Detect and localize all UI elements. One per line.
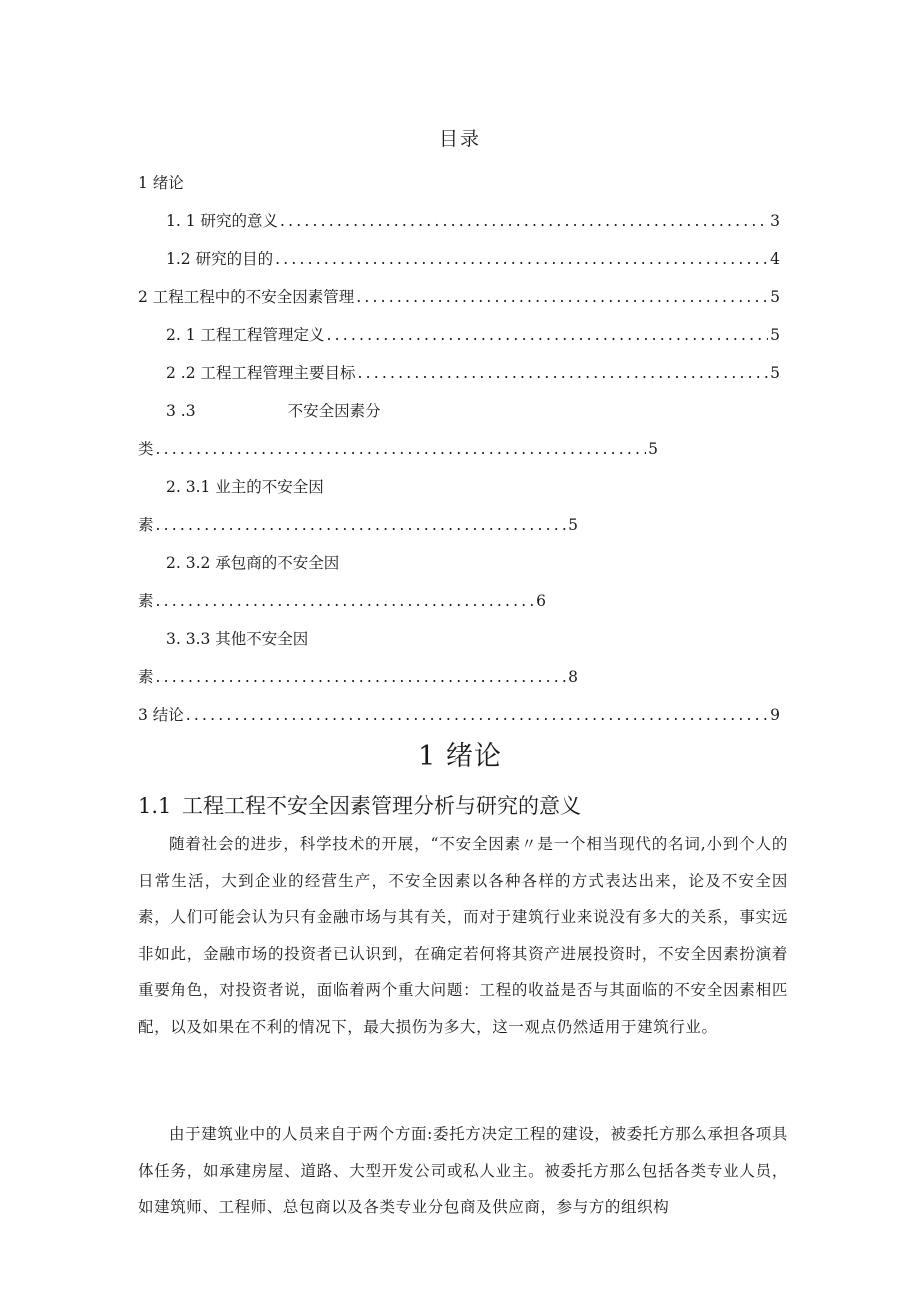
toc-leader-dots [358,360,769,386]
toc-page-number: 4 [770,250,780,268]
toc-entry-text: 素 [138,668,154,686]
toc-page-number: 9 [770,706,780,724]
toc-entry-2-1[interactable] [166,322,780,348]
section-heading [138,790,581,820]
toc-entry-text-2: 不安全因素分 [287,402,381,420]
toc-leader-dots [156,588,535,614]
toc-entry-3-3-3[interactable] [166,626,308,652]
toc-entry-text: 3 .3 [166,402,196,420]
toc-entry-3-3-cont[interactable] [138,436,658,462]
toc-page-number: 5 [648,440,658,458]
toc-entry-2-3-1-cont[interactable] [138,512,578,538]
toc-leader-dots [156,664,567,690]
chapter-title: 1 绪论 [418,741,502,772]
toc-entry-3[interactable] [138,702,780,728]
toc-entry-3-3-3-cont[interactable] [138,664,578,690]
toc-entry-1[interactable] [138,170,184,196]
toc-entry-text: 3 结论 [138,706,184,724]
toc-page-number: 8 [568,668,578,686]
toc-page-number: 3 [770,212,780,230]
toc-entry-text: 3. 3.3 其他不安全因 [166,630,309,648]
toc-page-number: 5 [770,288,780,306]
toc-entry-text: 素 [138,592,154,610]
body-paragraph-2: 由于建筑业中的人员来自于两个方面:委托方决定工程的建设，被委托方那么承担各项具体任务，如承建房屋、道路、大型开发公司或私人业主。被委托方那么包括各类专业人员，如建筑师、工程师、总包商以及各类专业分包商及供应商，参与方的组织构 [138,1125,788,1216]
body-paragraph-1: 随着社会的进步，科学技术的开展，“不安全因素〃是一个相当现代的名词,小到个人的日常生活，大到企业的经营生产，不安全因素以各种各样的方式表达出来，论及不安全因素，人们可能会认为只有金融市场与其有关，而对于建筑行业来说没有多大的关系，事实远非如此，金融市场的投资者已认识到，在确定若何将其资产进展投资时，不安全因素扮演着重要角色，对投资者说，面临着两个重大问题：工程的收益是否与其面临的不安全因素相匹配，以及如果在不利的情况下，最大损伤为多大，这一观点仍然适用于建筑行业。 [138,835,788,1036]
section-number: 1.1 [138,794,172,818]
section-title: 工程工程不安全因素管理分析与研究的意义 [182,794,581,818]
toc-entry-2[interactable] [138,284,780,310]
toc-page-number: 5 [770,326,780,344]
toc-leader-dots [356,284,768,310]
toc-entry-text: 2 .2 工程工程管理主要目标 [166,364,356,382]
toc-leader-dots [275,246,768,272]
toc-title: 目录 [438,128,481,150]
toc-entry-text: 2. 3.1 业主的不安全因 [166,478,324,496]
toc-page-number: 6 [536,592,546,610]
toc-entry-1-2[interactable] [166,246,780,272]
toc-leader-dots [156,512,567,538]
toc-leader-dots [327,322,769,348]
toc-leader-dots [186,702,768,728]
toc-leader-dots [156,436,647,462]
toc-leader-dots [280,208,768,234]
toc-entry-2-3-1[interactable] [166,474,324,500]
toc-entry-3-3[interactable] [166,398,381,424]
toc-entry-text: 素 [138,516,154,534]
toc-entry-2-2[interactable] [166,360,780,386]
toc-entry-text: 1 绪论 [138,174,184,192]
toc-entry-text: 2. 3.2 承包商的不安全因 [166,554,340,572]
toc-page-number: 5 [770,364,780,382]
toc-entry-2-3-2[interactable] [166,550,339,576]
toc-page-number: 5 [568,516,578,534]
toc-entry-text: 1. 1 研究的意义 [166,212,279,230]
toc-entry-1-1[interactable] [166,208,780,234]
toc-entry-text: 2 工程工程中的不安全因素管理 [138,288,355,306]
toc-entry-text: 类 [138,440,154,458]
toc-entry-2-3-2-cont[interactable] [138,588,546,614]
toc-entry-text: 2. 1 工程工程管理定义 [166,326,325,344]
toc-entry-text: 1.2 研究的目的 [166,250,274,268]
